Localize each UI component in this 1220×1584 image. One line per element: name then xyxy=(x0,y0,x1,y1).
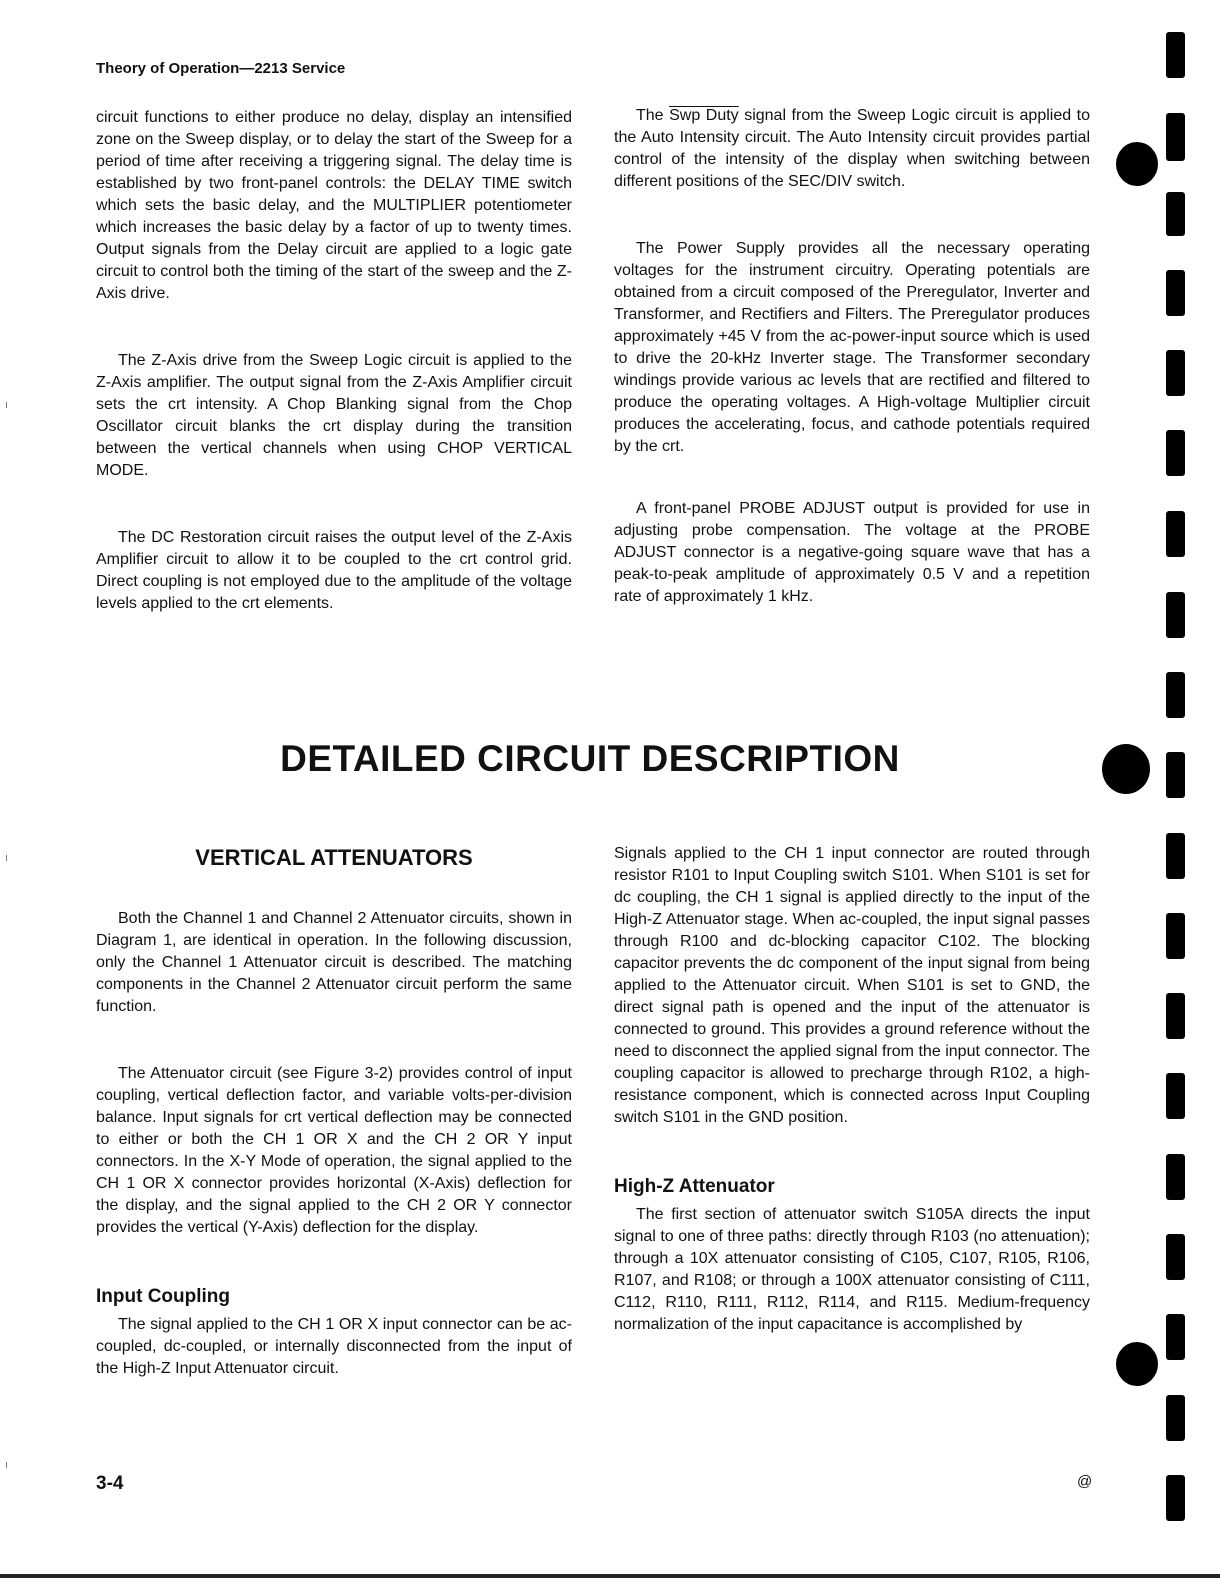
scan-mark xyxy=(6,855,7,861)
edge-bar xyxy=(1166,350,1185,396)
page-number: 3-4 xyxy=(96,1473,124,1494)
edge-bar xyxy=(1166,1395,1185,1441)
paragraph: A front-panel PROBE ADJUST output is provided for use in adjusting probe compensation. The voltage at the PROBE ADJUST connector is a negative-going square wave that has a peak-to-peak amplitude of approximately 0.5 V and a repetition rate of approximately 1 kHz. xyxy=(614,500,1090,605)
text-run: signal from the Sweep Logic circuit is applied to the Auto Intensity circuit. The Auto Intensity circuit provides partial control of the intensity of the display when switching between different positions of the SEC/DIV switch. xyxy=(614,107,1090,190)
edge-bar xyxy=(1166,1154,1185,1200)
paragraph: The signal applied to the CH 1 OR X input connector can be ac-coupled, dc-coupled, or internally disconnected from the input of the High-Z Input Attenuator circuit. xyxy=(96,1316,572,1377)
overlined-signal-name: Swp Duty xyxy=(669,107,739,124)
edge-bar xyxy=(1166,913,1185,959)
edge-bar xyxy=(1166,993,1185,1039)
paragraph xyxy=(614,105,1090,193)
edge-bar xyxy=(1166,592,1185,638)
paragraph: circuit functions to either produce no delay, display an intensified zone on the Sweep display, or to delay the start of the Sweep for a period of time after receiving a triggering signal. The delay time is established by two front-panel controls: the DELAY TIME switch which sets the basic delay, and the MULTIPLIER potentiometer which increases the basic delay by a factor of up to twenty times. Output signals from the Delay circuit are applied to a logic gate circuit to control both the timing of the start of the sweep and the Z-Axis drive. xyxy=(96,109,572,302)
running-header: Theory of Operation—2213 Service xyxy=(96,60,346,77)
text-run: The xyxy=(636,107,670,124)
edge-bar xyxy=(1166,270,1185,316)
edge-bar xyxy=(1166,1475,1185,1521)
edge-bar xyxy=(1166,833,1185,879)
subheading-input-coupling: Input Coupling xyxy=(96,1286,231,1307)
edge-bar xyxy=(1166,32,1185,78)
edge-bar xyxy=(1166,672,1185,718)
section-title: VERTICAL ATTENUATORS xyxy=(195,845,473,870)
copyright-mark: @ xyxy=(1077,1473,1093,1490)
edge-bar xyxy=(1166,1234,1185,1280)
edge-bar xyxy=(1166,1073,1185,1119)
punch-hole xyxy=(1116,1342,1158,1386)
scan-mark xyxy=(6,1462,7,1468)
edge-bar xyxy=(1166,192,1185,236)
punch-hole xyxy=(1116,142,1158,186)
edge-bar xyxy=(1166,430,1185,476)
right-column-bottom xyxy=(614,843,1090,1336)
scan-bottom-edge xyxy=(0,1574,1220,1578)
edge-bar xyxy=(1166,113,1185,161)
left-column-top xyxy=(96,107,572,615)
paragraph: The DC Restoration circuit raises the output level of the Z-Axis Amplifier circuit to allow it to be coupled to the crt control grid. Direct coupling is not employed due to the amplitude of the voltage levels applied to the crt elements. xyxy=(96,529,572,612)
paragraph: The Power Supply provides all the necessary operating voltages for the instrument circuitry. Operating potentials are obtained from a circuit composed of the Preregulator, Inverter and Transformer, and Rectifiers and Filters. The Preregulator produces approximately +45 V from the ac-power-input source which is used to drive the 20-kHz Inverter stage. The Transformer secondary windings provide various ac levels that are rectified and filtered to produce the operating voltages. A High-voltage Multiplier circuit produces the accelerating, focus, and cathode potentials required by the crt. xyxy=(614,240,1090,455)
edge-bar xyxy=(1166,511,1185,557)
paragraph: Both the Channel 1 and Channel 2 Attenuator circuits, shown in Diagram 1, are identical in operation. In the following discussion, only the Channel 1 Attenuator circuit is described. The matching components in the Channel 2 Attenuator circuit perform the same function. xyxy=(96,910,572,1015)
left-column-bottom xyxy=(96,908,572,1380)
edge-bar xyxy=(1166,752,1185,798)
paragraph: The Attenuator circuit (see Figure 3-2) provides control of input coupling, vertical deflection factor, and variable volts-per-division balance. Input signals for crt vertical deflection may be connected to either or both the CH 1 OR X and the CH 2 OR Y input connectors. In the X-Y Mode of operation, the signal applied to the CH 1 OR X connector provides horizontal (X-Axis) deflection for the display, and the signal applied to the CH 2 OR Y connector provides the vertical (Y-Axis) deflection for the display. xyxy=(96,1065,572,1236)
paragraph: The Z-Axis drive from the Sweep Logic circuit is applied to the Z-Axis amplifier. The output signal from the Z-Axis Amplifier circuit sets the crt intensity. A Chop Blanking signal from the Chop Oscillator circuit blanks the crt display during the transition between the vertical channels when using CHOP VERTICAL MODE. xyxy=(96,352,572,479)
subheading-high-z-attenuator: High-Z Attenuator xyxy=(614,1176,775,1197)
main-title: DETAILED CIRCUIT DESCRIPTION xyxy=(280,738,900,779)
punch-hole xyxy=(1102,744,1150,794)
right-column-top xyxy=(614,105,1090,608)
scan-mark xyxy=(6,402,7,408)
paragraph: The first section of attenuator switch S105A directs the input signal to one of three paths: directly through R103 (no attenuation); through a 10X attenuator consisting of C105, C107, R105, R106, R107, and R108; or through a 100X attenuator consisting of C111, C112, R110, R111, R112, R114, and R115. Medium-frequency normalization of the input capacitance is accomplished by xyxy=(614,1206,1090,1333)
paragraph: Signals applied to the CH 1 input connector are routed through resistor R101 to Input Coupling switch S101. When S101 is set for dc coupling, the CH 1 signal is applied directly to the input of the High-Z Attenuator stage. When ac-coupled, the input signal passes through R100 and dc-blocking capacitor C102. The blocking capacitor prevents the dc component of the input signal from being applied to the Attenuator circuit. When S101 is set to GND, the direct signal path is opened and the input of the attenuator is connected to ground. This provides a ground reference without the need to disconnect the applied signal from the input connector. The coupling capacitor is allowed to precharge through R102, a high-resistance component, which is connected across Input Coupling switch S101 in the GND position. xyxy=(614,845,1090,1126)
edge-bar xyxy=(1166,1314,1185,1360)
